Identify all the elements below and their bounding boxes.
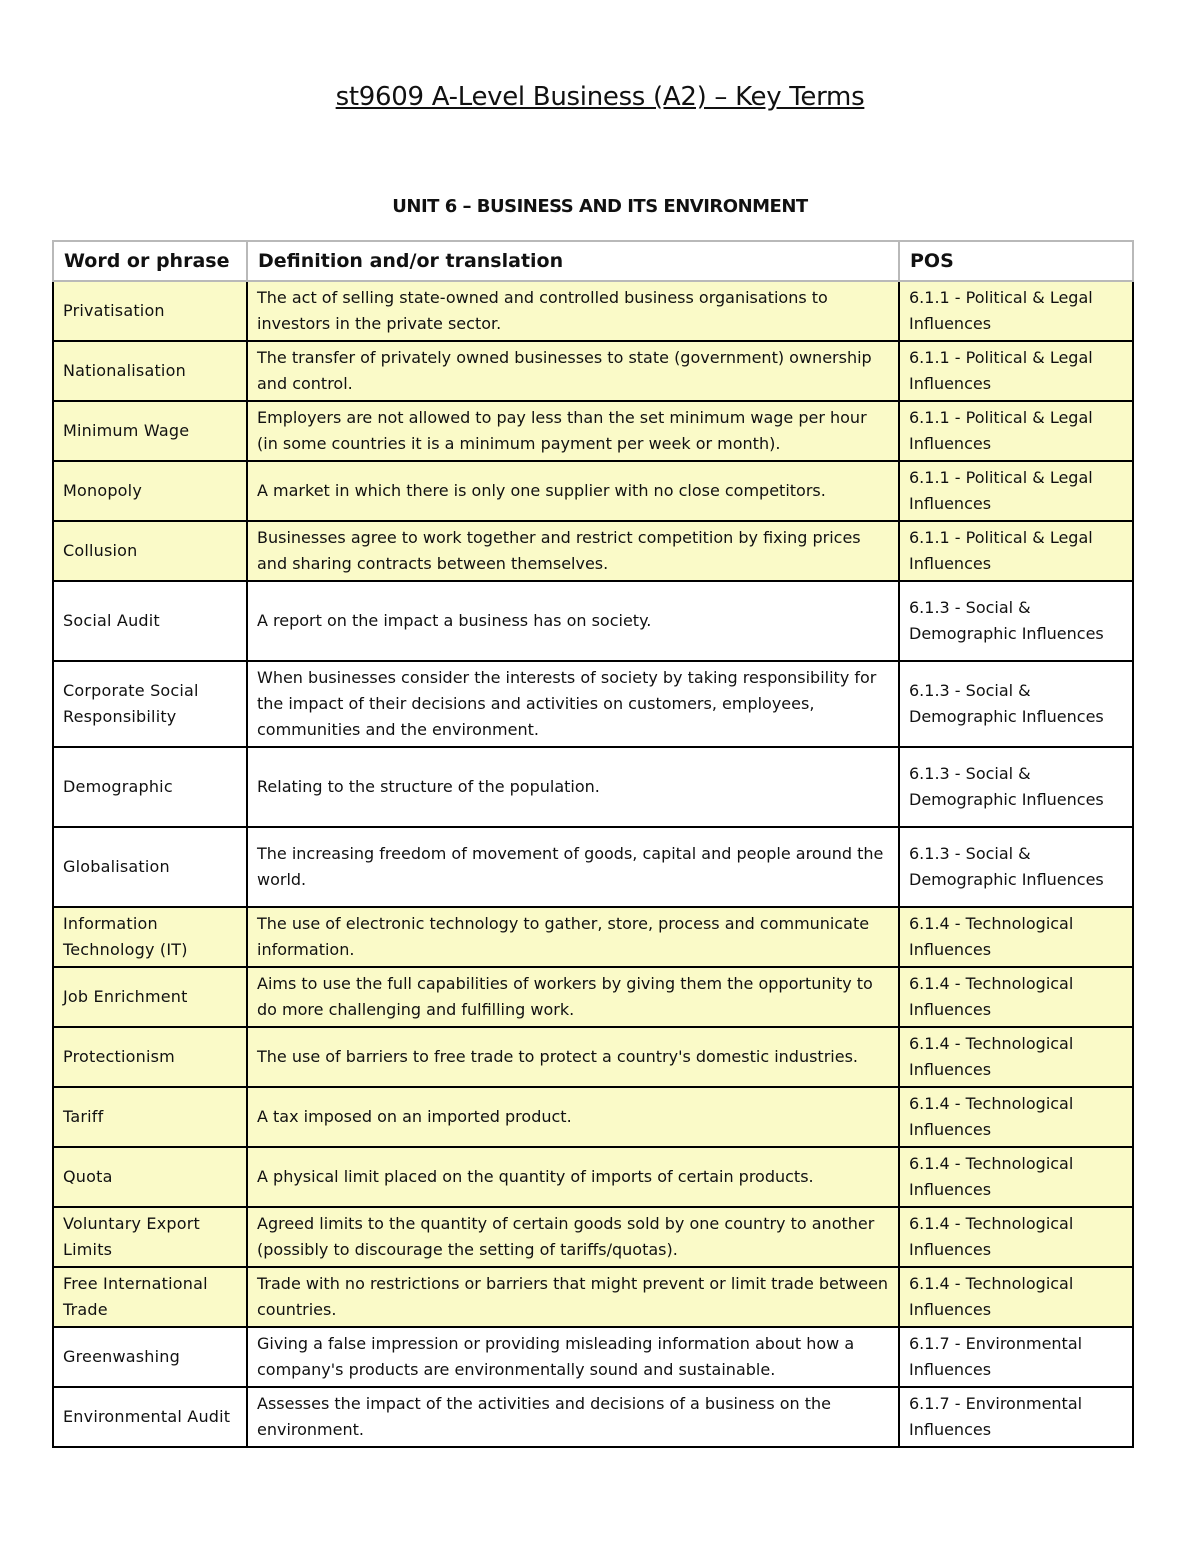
table-row — [53, 907, 1133, 967]
definition-cell: Businesses agree to work together and restrict competition by fixing prices and sharing contracts between themselves. — [247, 521, 899, 581]
table-row — [53, 1087, 1133, 1147]
term-cell: Demographic — [53, 747, 247, 827]
definition-cell: The use of electronic technology to gather, store, process and communicate information. — [247, 907, 899, 967]
pos-cell: 6.1.1 - Political & Legal Influences — [899, 461, 1133, 521]
table-row — [53, 1267, 1133, 1327]
definition-cell: A tax imposed on an imported product. — [247, 1087, 899, 1147]
definition-cell: Giving a false impression or providing misleading information about how a company's products are environmentally sound and sustainable. — [247, 1327, 899, 1387]
pos-cell: 6.1.4 - Technological Influences — [899, 1207, 1133, 1267]
definition-cell: Assesses the impact of the activities and decisions of a business on the environment. — [247, 1387, 899, 1447]
header-definition: Definition and/or translation — [247, 241, 899, 281]
table-row — [53, 581, 1133, 661]
pos-cell: 6.1.1 - Political & Legal Influences — [899, 401, 1133, 461]
term-cell: Social Audit — [53, 581, 247, 661]
term-cell: Minimum Wage — [53, 401, 247, 461]
table-header-row — [53, 241, 1133, 281]
term-cell: Job Enrichment — [53, 967, 247, 1027]
table-row — [53, 661, 1133, 747]
table-row — [53, 827, 1133, 907]
table-row — [53, 1027, 1133, 1087]
definition-cell: The transfer of privately owned businesses to state (government) ownership and control. — [247, 341, 899, 401]
document-title: st9609 A-Level Business (A2) – Key Terms — [335, 82, 865, 112]
term-cell: Quota — [53, 1147, 247, 1207]
table-row — [53, 401, 1133, 461]
pos-cell: 6.1.1 - Political & Legal Influences — [899, 521, 1133, 581]
definition-cell: A physical limit placed on the quantity of imports of certain products. — [247, 1147, 899, 1207]
pos-cell: 6.1.7 - Environmental Influences — [899, 1387, 1133, 1447]
term-cell: Tariff — [53, 1087, 247, 1147]
term-cell: Privatisation — [53, 281, 247, 341]
pos-cell: 6.1.4 - Technological Influences — [899, 1027, 1133, 1087]
term-cell: Collusion — [53, 521, 247, 581]
table-row — [53, 521, 1133, 581]
table-row — [53, 281, 1133, 341]
pos-cell: 6.1.4 - Technological Influences — [899, 1147, 1133, 1207]
definition-cell: A report on the impact a business has on society. — [247, 581, 899, 661]
definition-cell: Trade with no restrictions or barriers that might prevent or limit trade between countries. — [247, 1267, 899, 1327]
table-row — [53, 967, 1133, 1027]
pos-cell: 6.1.3 - Social & Demographic Influences — [899, 581, 1133, 661]
table-row — [53, 461, 1133, 521]
pos-cell: 6.1.1 - Political & Legal Influences — [899, 281, 1133, 341]
table-row — [53, 1387, 1133, 1447]
definition-cell: Relating to the structure of the population. — [247, 747, 899, 827]
definition-cell: Agreed limits to the quantity of certain goods sold by one country to another (possibly to discourage the setting of tariffs/quotas). — [247, 1207, 899, 1267]
pos-cell: 6.1.1 - Political & Legal Influences — [899, 341, 1133, 401]
pos-cell: 6.1.4 - Technological Influences — [899, 907, 1133, 967]
header-word-or-phrase: Word or phrase — [53, 241, 247, 281]
table-row — [53, 1147, 1133, 1207]
table-row — [53, 1207, 1133, 1267]
table-row — [53, 747, 1133, 827]
table-row — [53, 1327, 1133, 1387]
term-cell: Corporate Social Responsibility — [53, 661, 247, 747]
term-cell: Protectionism — [53, 1027, 247, 1087]
definition-cell: When businesses consider the interests of society by taking responsibility for the impact of their decisions and activities on customers, employees, communities and the environment. — [247, 661, 899, 747]
pos-cell: 6.1.7 - Environmental Influences — [899, 1327, 1133, 1387]
definition-cell: A market in which there is only one supplier with no close competitors. — [247, 461, 899, 521]
key-terms-table — [52, 240, 1134, 1448]
term-cell: Voluntary Export Limits — [53, 1207, 247, 1267]
term-cell: Globalisation — [53, 827, 247, 907]
definition-cell: The increasing freedom of movement of goods, capital and people around the world. — [247, 827, 899, 907]
term-cell: Nationalisation — [53, 341, 247, 401]
pos-cell: 6.1.3 - Social & Demographic Influences — [899, 827, 1133, 907]
term-cell: Free International Trade — [53, 1267, 247, 1327]
table-row — [53, 341, 1133, 401]
definition-cell: Employers are not allowed to pay less than the set minimum wage per hour (in some countries it is a minimum payment per week or month). — [247, 401, 899, 461]
header-pos: POS — [899, 241, 1133, 281]
unit-heading: UNIT 6 – BUSINESS AND ITS ENVIRONMENT — [392, 196, 808, 217]
term-cell: Environmental Audit — [53, 1387, 247, 1447]
term-cell: Greenwashing — [53, 1327, 247, 1387]
definition-cell: The act of selling state-owned and controlled business organisations to investors in the private sector. — [247, 281, 899, 341]
term-cell: Information Technology (IT) — [53, 907, 247, 967]
term-cell: Monopoly — [53, 461, 247, 521]
definition-cell: The use of barriers to free trade to protect a country's domestic industries. — [247, 1027, 899, 1087]
table-body — [53, 281, 1133, 1447]
pos-cell: 6.1.3 - Social & Demographic Influences — [899, 747, 1133, 827]
pos-cell: 6.1.4 - Technological Influences — [899, 1087, 1133, 1147]
definition-cell: Aims to use the full capabilities of workers by giving them the opportunity to do more challenging and fulfilling work. — [247, 967, 899, 1027]
pos-cell: 6.1.3 - Social & Demographic Influences — [899, 661, 1133, 747]
pos-cell: 6.1.4 - Technological Influences — [899, 1267, 1133, 1327]
pos-cell: 6.1.4 - Technological Influences — [899, 967, 1133, 1027]
